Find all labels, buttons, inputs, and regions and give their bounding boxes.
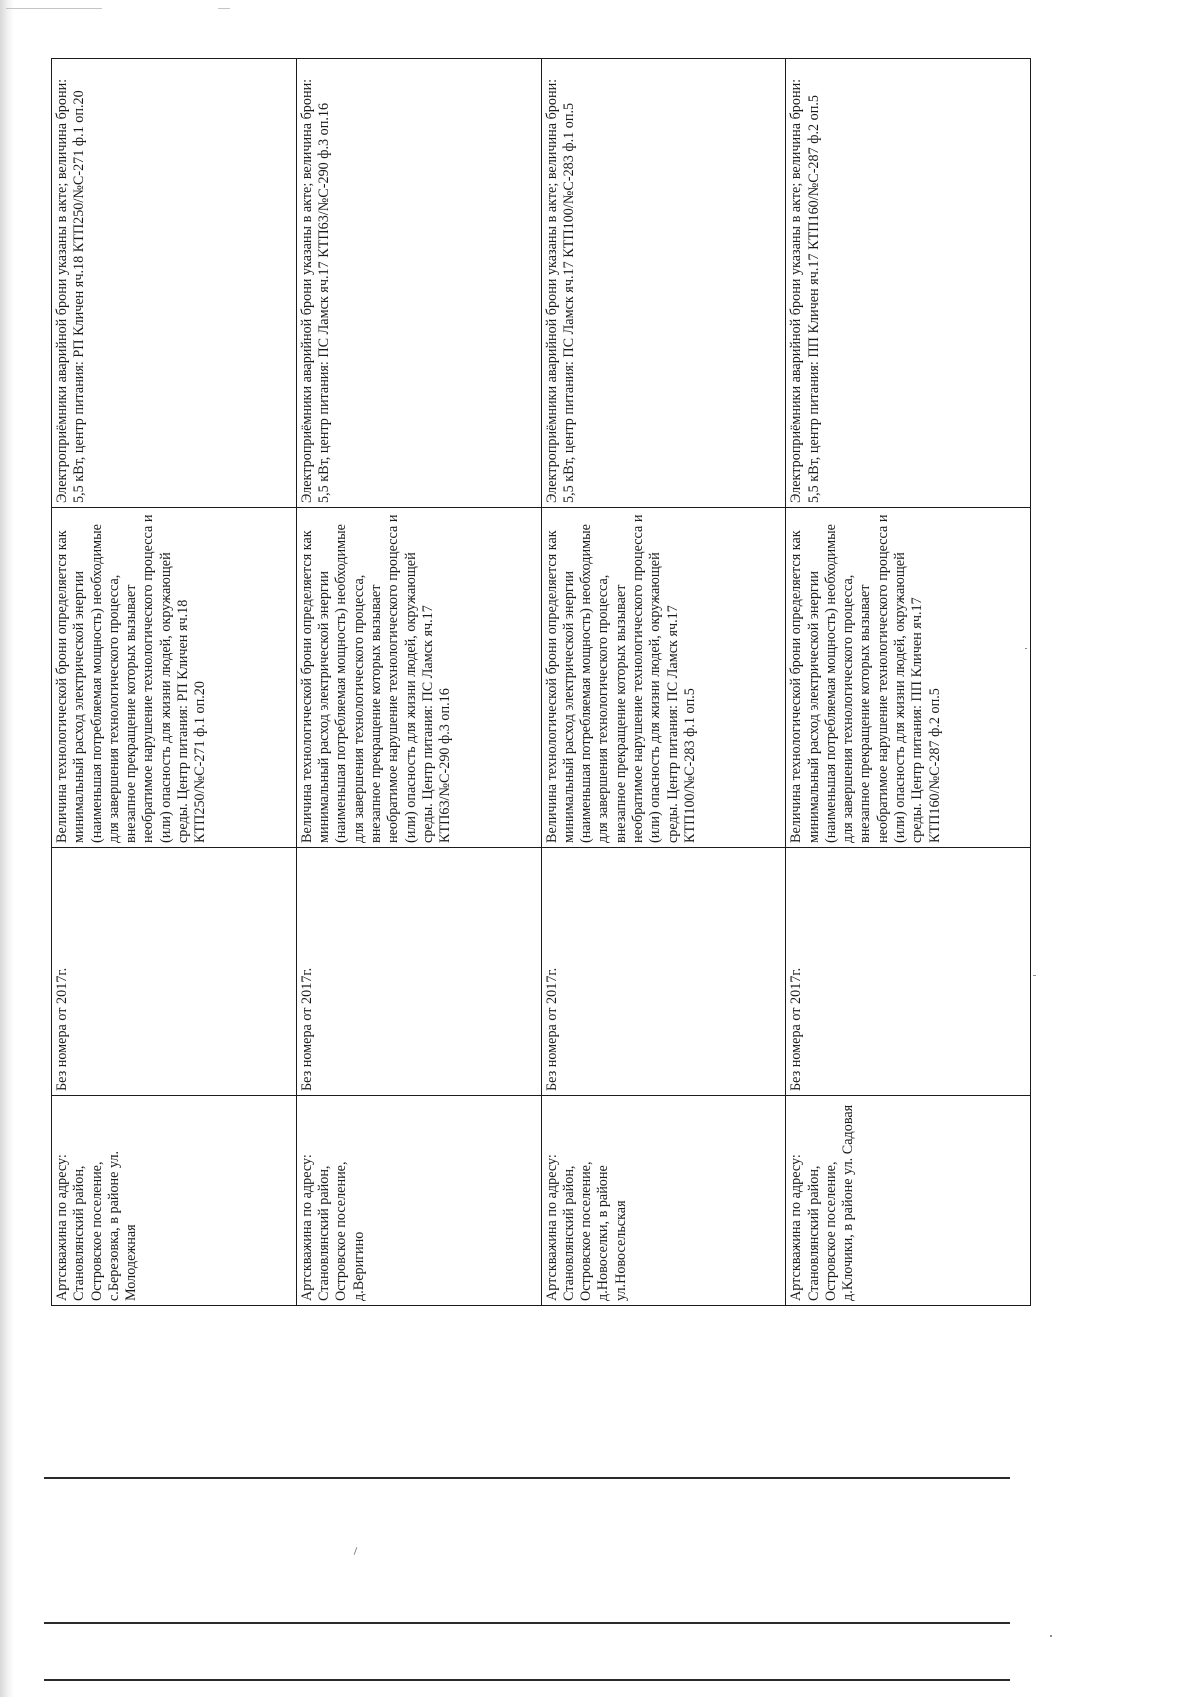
scan-speck (354, 1547, 358, 1555)
table-row (296, 59, 541, 1306)
emergency-reserve-cell: Электроприёмники аварийной брони указаны в акте; величина брони: 5,5 кВт, центр питания: ПП Кличен яч.17 КТП160/№С-287 ф.2 оп.5 (786, 59, 1031, 508)
act-cell: Без номера от 2017г. (541, 848, 786, 1096)
reserve-table (51, 58, 1031, 1306)
tech-reserve-cell: Величина технологической брони определяется как минимальный расход электрической энергии (наименьшая потребляемая мощность) необходимые для завершения технологического процесса, внезапное прекращение которых вызывает необратимое нарушение технологического процесса и (или) опасность для жизни людей, окружающей среды. Центр питания: РП Кличен яч.18 КТП250/№С-271 ф.1 оп.20 (52, 508, 297, 848)
scan-mark (6, 8, 102, 9)
table-row (52, 59, 297, 1306)
address-cell: Артскважина по адресу: Становлянский район, Островское поселение, д.Новоселки, в районе ул.Новосельская (541, 1096, 786, 1306)
tech-reserve-cell: Величина технологической брони определяется как минимальный расход электрической энергии (наименьшая потребляемая мощность) необходимые для завершения технологического процесса, внезапное прекращение которых вызывает необратимое нарушение технологического процесса и (или) опасность для жизни людей, окружающей среды. Центр питания: ПС Ламск яч.17 КТП100/№С-283 ф.1 оп.5 (541, 508, 786, 848)
table-row (541, 59, 786, 1306)
act-cell: Без номера от 2017г. (786, 848, 1031, 1096)
table-row (786, 59, 1031, 1306)
act-cell: Без номера от 2017г. (52, 848, 297, 1096)
emergency-reserve-cell: Электроприёмники аварийной брони указаны в акте; величина брони: 5,5 кВт, центр питания: ПС Ламск яч.17 КТП100/№С-283 ф.1 оп.5 (541, 59, 786, 508)
emergency-reserve-cell: Электроприёмники аварийной брони указаны в акте; величина брони: 5,5 кВт, центр питания: ПС Ламск яч.17 КТП63/№С-290 ф.3 оп.16 (296, 59, 541, 508)
tech-reserve-cell: Величина технологической брони определяется как минимальный расход электрической энергии (наименьшая потребляемая мощность) необходимые для завершения технологического процесса, внезапное прекращение которых вызывает необратимое нарушение технологического процесса и (или) опасность для жизни людей, окружающей среды. Центр питания: ПС Ламск яч.17 КТП63/№С-290 ф.3 оп.16 (296, 508, 541, 848)
address-cell: Артскважина по адресу: Становлянский район, Островское поселение, с.Березовка, в районе ул. Молодежная (52, 1096, 297, 1306)
scan-edge (0, 0, 14, 1697)
scan-speck (1025, 648, 1027, 649)
address-cell: Артскважина по адресу: Становлянский район, Островское поселение, д.Веригино (296, 1096, 541, 1306)
tech-reserve-cell: Величина технологической брони определяется как минимальный расход электрической энергии (наименьшая потребляемая мощность) необходимые для завершения технологического процесса, внезапное прекращение которых вызывает необратимое нарушение технологического процесса и (или) опасность для жизни людей, окружающей среды. Центр питания: ПП Кличен яч.17 КТП160/№С-287 ф.2 оп.5 (786, 508, 1031, 848)
ruled-line (44, 1622, 1010, 1624)
scan-mark (218, 8, 230, 9)
emergency-reserve-cell: Электроприёмники аварийной брони указаны в акте; величина брони: 5,5 кВт, центр питания: РП Кличен яч.18 КТП250/№С-271 ф.1 оп.20 (52, 59, 297, 508)
address-cell: Артскважина по адресу: Становлянский район, Островское поселение, д.Клочики, в районе ул. Садовая (786, 1096, 1031, 1306)
scan-speck (1033, 975, 1036, 976)
rotated-table-wrapper (51, 59, 1031, 1306)
act-cell: Без номера от 2017г. (296, 848, 541, 1096)
ruled-line (44, 1679, 1010, 1681)
scan-speck (1050, 1635, 1052, 1637)
ruled-line (44, 1477, 1010, 1479)
